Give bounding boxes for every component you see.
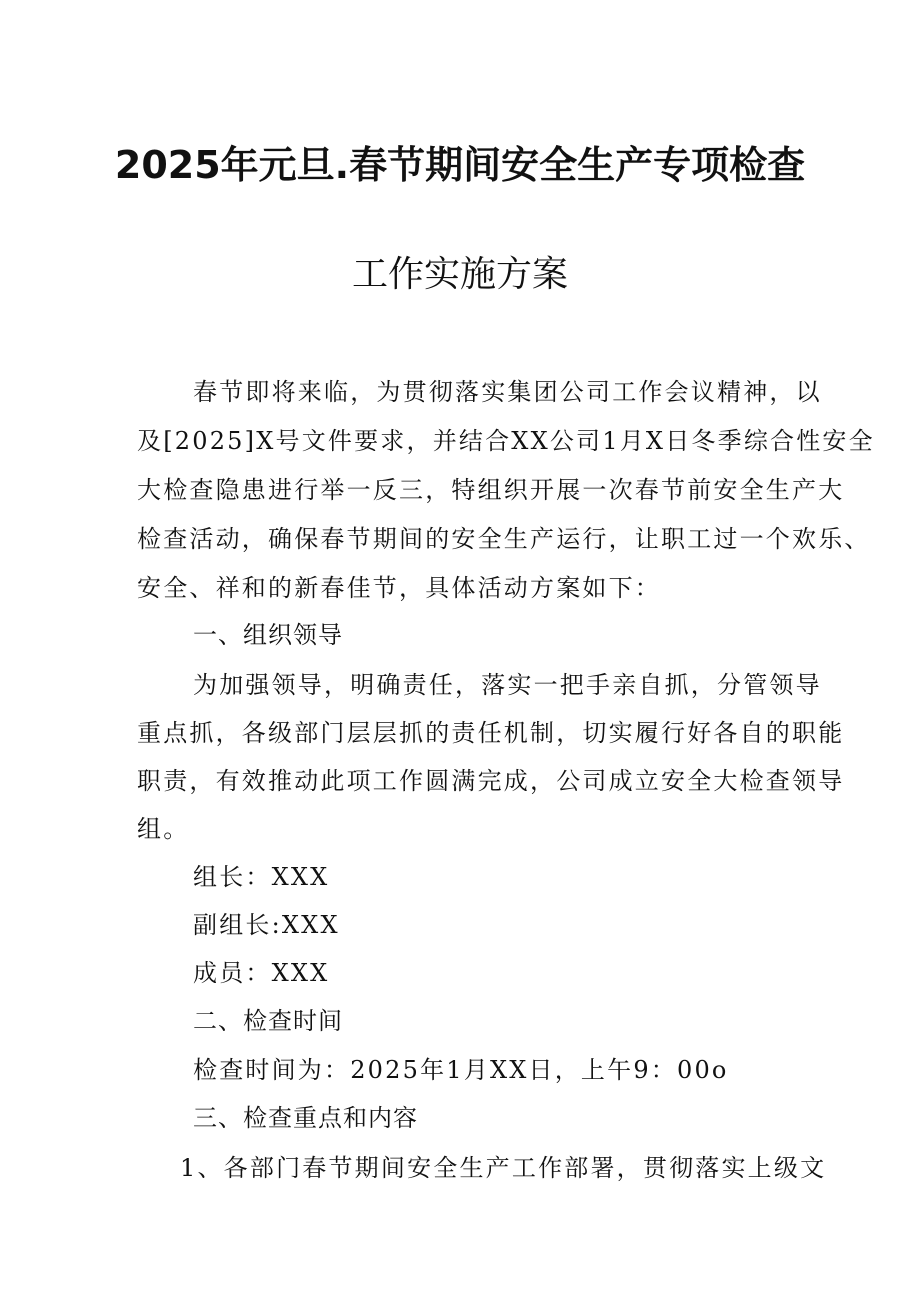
section3-item-line: 1、各部门春节期间安全生产工作部署，贯彻落实上级文 <box>180 1154 827 1182</box>
document-title-line1: 2025年元旦.春节期间安全生产专项检查 <box>114 143 806 187</box>
section1-line: 为加强领导，明确责任，落实一把手亲自抓，分管领导 <box>193 671 822 699</box>
section-heading-inspection-focus: 三、检查重点和内容 <box>193 1104 418 1132</box>
section1-line: 职责，有效推动此项工作圆满完成，公司成立安全大检查领导 <box>137 767 845 795</box>
leader-line: 组长：XXX <box>193 863 330 891</box>
members-line: 成员：XXX <box>193 959 330 987</box>
deputy-leader-line: 副组长:XXX <box>193 911 340 939</box>
document-title-line2: 工作实施方案 <box>351 254 568 295</box>
section-heading-organization: 一、组织领导 <box>193 621 343 649</box>
inspection-time-line: 检查时间为：2025年1月XX日，上午9：00o <box>193 1056 729 1084</box>
section1-line: 重点抓，各级部门层层抓的责任机制，切实履行好各自的职能 <box>137 719 845 747</box>
section-heading-inspection-time: 二、检查时间 <box>193 1007 343 1035</box>
intro-line: 检查活动，确保春节期间的安全生产运行，让职工过一个欢乐、 <box>137 525 871 553</box>
intro-line: 及[2025]X号文件要求，并结合XX公司1月X日冬季综合性安全 <box>137 427 875 455</box>
intro-line: 大检查隐患进行举一反三，特组织开展一次春节前安全生产大 <box>137 476 845 504</box>
section1-line: 组。 <box>137 815 190 843</box>
intro-line: 春节即将来临，为贯彻落实集团公司工作会议精神，以 <box>193 378 822 406</box>
intro-line: 安全、祥和的新春佳节，具体活动方案如下： <box>137 574 661 602</box>
